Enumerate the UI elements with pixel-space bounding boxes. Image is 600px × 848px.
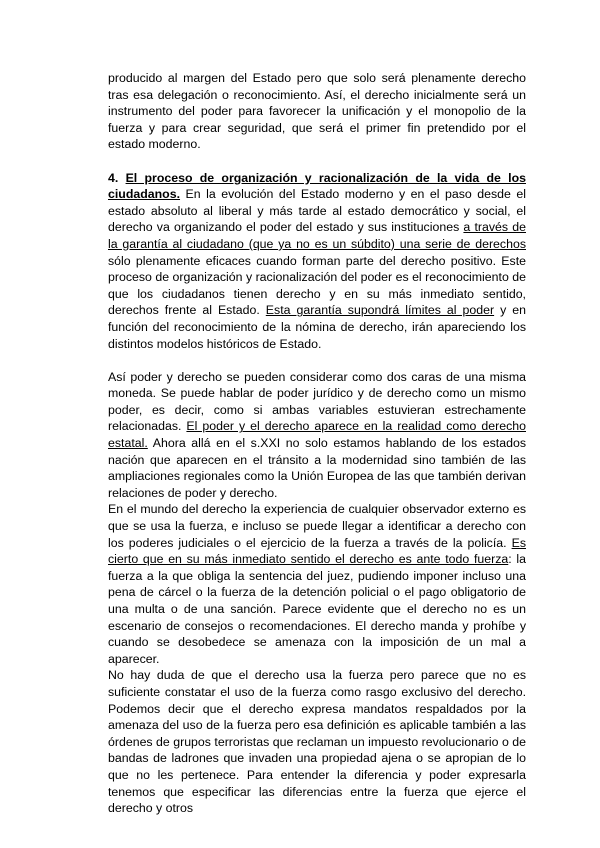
paragraph-text: sólo plenamente eficaces cuando forman parte del derecho positivo. Este proceso de organización y racionalización del poder es el reconocimiento de que los ciudadanos tienen derecho y en su más inmediato sentido, derechos frente al Estado. xyxy=(108,253,526,318)
paragraph-fuerza xyxy=(108,501,526,667)
underlined-phrase: Es cierto que en su más inmediato sentido el derecho es ante todo fuerza xyxy=(108,535,526,567)
paragraph-gap xyxy=(108,153,526,170)
paragraph-gap xyxy=(108,352,526,369)
paragraph-text: Así poder y derecho se pueden considerar como dos caras de una misma moneda. Se puede hablar de poder jurídico y de derecho como un mismo poder, es decir, como si ambas variables estuvieran estrechamente relacionadas. xyxy=(108,369,526,434)
paragraph-poder-derecho xyxy=(108,369,526,502)
paragraph-text: y en función del reconocimiento de la nómina de derecho, irán apareciendo los distintos modelos históricos de Estado. xyxy=(108,303,526,351)
paragraph-text: Ahora allá en el s.XXI no solo estamos hablando de los estados nación que aparecen en el tránsito a la modernidad sino también de las ampliaciones regionales como la Unión Europea de las que también derivan relaciones de poder y derecho. xyxy=(108,436,526,500)
document-page xyxy=(108,70,526,817)
paragraph-text: producido al margen del Estado pero que solo será plenamente derecho tras esa delegación o reconocimiento. Así, el derecho inicialmente será un instrumento del poder para favorecer la unificación y el monopolio de la fuerza y para crear seguridad, que será el primer fin pretendido por el estado moderno. xyxy=(108,71,526,152)
section-heading: El proceso de organización y racionalización de la vida de los ciudadanos. xyxy=(108,170,526,202)
paragraph-text: En el mundo del derecho la experiencia de cualquier observador externo es que se usa la fuerza, e incluso se puede llegar a identificar a derecho con los poderes judiciales o el ejercicio de la fuerza a través de la policía. xyxy=(108,502,526,550)
paragraph-continuation xyxy=(108,70,526,153)
section-number: 4. xyxy=(108,170,126,185)
underlined-phrase: a través de la garantía al ciudadano (que ya no es un súbdito) una serie de derechos xyxy=(108,220,526,251)
paragraph-no-hay-duda xyxy=(108,667,526,816)
section-4-paragraph xyxy=(108,170,526,353)
paragraph-text: No hay duda de que el derecho usa la fuerza pero parece que no es suficiente constatar el uso de la fuerza como rasgo exclusivo del derecho. Podemos decir que el derecho expresa mandatos respaldados por la amenaza del uso de la fuerza pero esa definición es aplicable también a las órdenes de grupos terroristas que reclaman un impuesto revolucionario o de bandas de ladrones que invaden una propiedad ajena o se apropian de lo que no les pertenece. Para entender la diferencia y poder expresarla tenemos que especificar las diferencias entre la fuerza que ejerce el derecho y otros xyxy=(108,668,526,816)
underlined-phrase: El poder y el derecho aparece en la realidad como derecho estatal. xyxy=(108,419,526,451)
paragraph-text: En la evolución del Estado moderno y en el paso desde el estado absoluto al liberal y más tarde al estado democrático y social, el derecho va organizando el poder del estado y sus instituciones xyxy=(108,187,526,235)
paragraph-text: : la fuerza a la que obliga la sentencia del juez, pudiendo imponer incluso una pena de cárcel o la fuerza de la detención policial o el pago obligatorio de una multa o de una sanción. Parece evidente que el derecho no es un escenario de consejos o recomendaciones. El derecho manda y prohíbe y cuando se desobedece se amenaza con la imposición de un mal a aparecer. xyxy=(108,552,527,666)
underlined-phrase: Esta garantía supondrá límites al poder xyxy=(265,303,495,318)
